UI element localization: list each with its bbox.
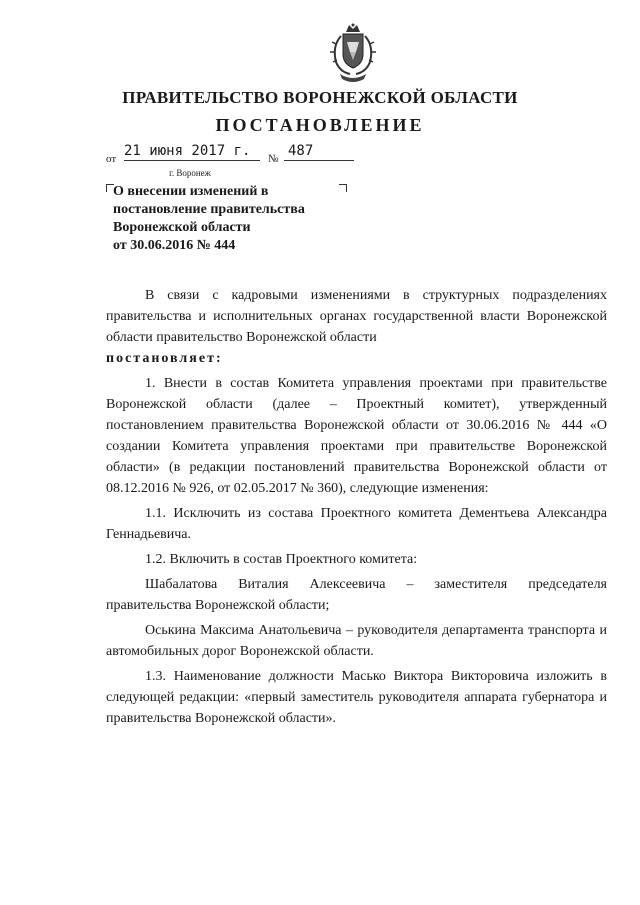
document-body <box>106 285 607 729</box>
paragraph-1-2-b: Оськина Максима Анатольевича – руководителя департамента транспорта и автомобильных дорог Воронежской области. <box>106 623 607 659</box>
document-number: 487 <box>284 143 354 161</box>
city: г. Воронеж <box>169 168 211 178</box>
subject-line: Воронежской области <box>113 220 251 235</box>
paragraph-1-2: 1.2. Включить в состав Проектного комитета: <box>145 552 418 567</box>
paragraph-1: 1. Внести в состав Комитета управления проектами при правительстве Воронежской области (далее – Проектный комитет), утвержденный постановлением правительства Воронежской области от 30.06.2016 № 444 «О создании Комитета управления проектами при правительстве Воронежской области» (в редакции постановлений правительства Воронежской области от 08.12.2016 № 926, от 02.05.2017 № 360), следующие изменения: <box>106 376 607 496</box>
document-date: 21 июня 2017 г. <box>124 143 260 161</box>
document-subject <box>113 183 343 255</box>
intro-paragraph: В связи с кадровыми изменениями в структурных подразделениях правительства и исполнительных органах государственной власти Воронежской области правительство Воронежской области <box>106 288 607 345</box>
date-prefix: от <box>106 153 117 165</box>
number-prefix: № <box>268 153 279 165</box>
subject-line: от 30.06.2016 № 444 <box>113 238 236 253</box>
paragraph-1-3: 1.3. Наименование должности Масько Виктора Викторовича изложить в следующей редакции: «первый заместитель руководителя аппарата губернатора и правительства Воронежской области». <box>106 669 607 726</box>
subject-line: постановление правительства <box>113 202 305 217</box>
coat-of-arms-icon <box>326 22 380 84</box>
government-title: ПРАВИТЕЛЬСТВО ВОРОНЕЖСКОЙ ОБЛАСТИ <box>122 88 518 107</box>
paragraph-1-1: 1.1. Исключить из состава Проектного комитета Дементьева Александра Геннадьевича. <box>106 506 607 542</box>
subject-line: О внесении изменений в <box>113 184 269 199</box>
paragraph-1-2-a: Шабалатова Виталия Алексеевича – заместителя председателя правительства Воронежской области; <box>106 577 607 613</box>
resolves-word: постановляет: <box>106 351 223 366</box>
document-type: ПОСТАНОВЛЕНИЕ <box>215 115 425 135</box>
